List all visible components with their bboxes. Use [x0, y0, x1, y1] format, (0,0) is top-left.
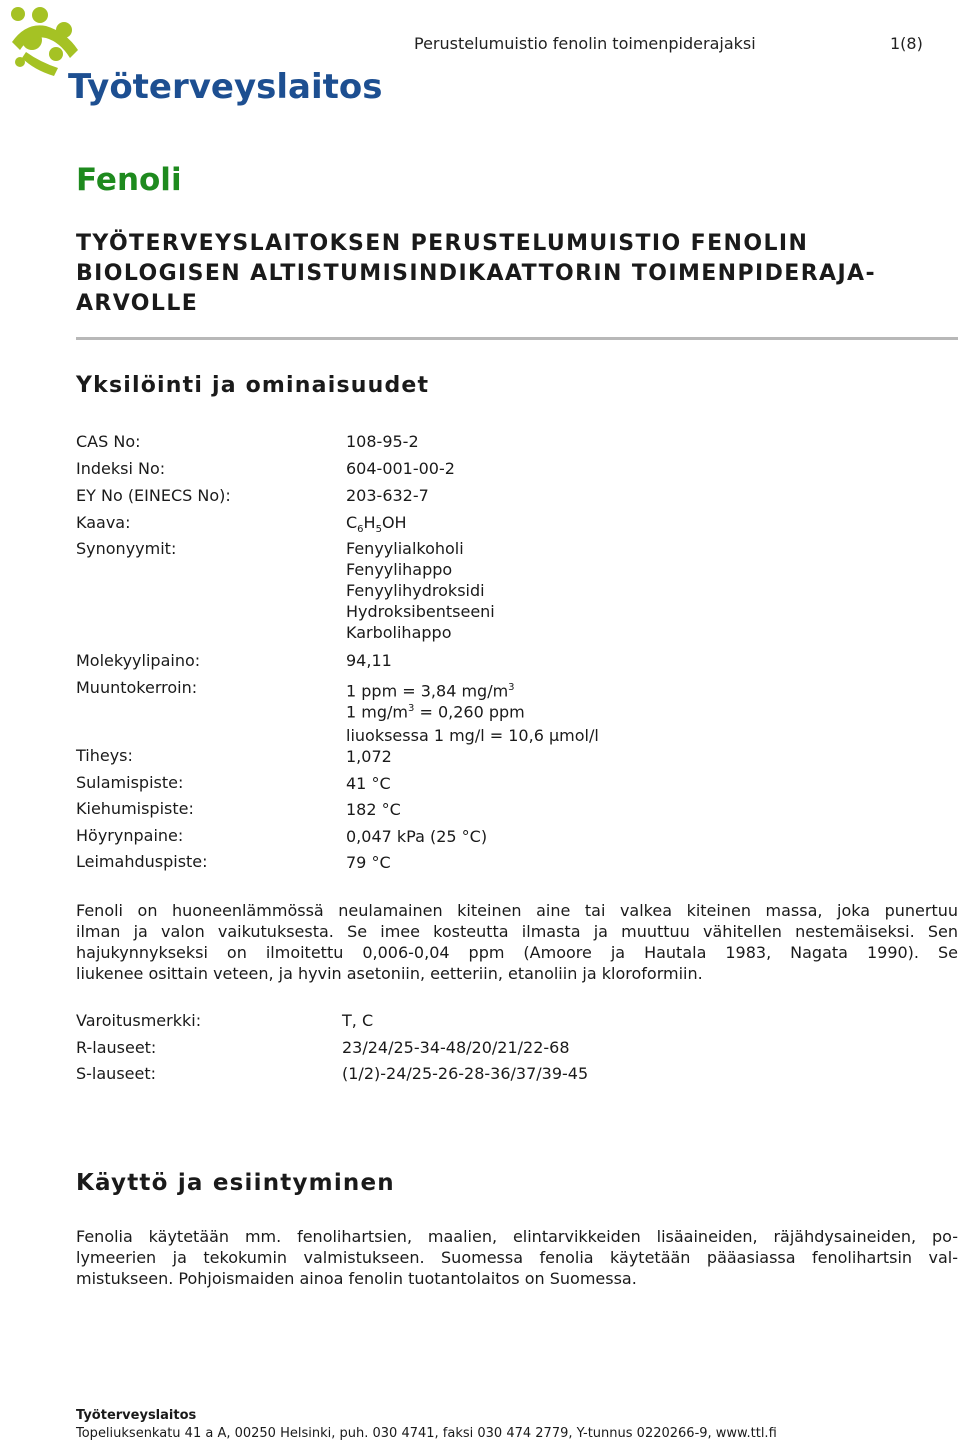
warning-label: Varoitusmerkki:	[76, 1011, 202, 1030]
formula-element: H	[363, 513, 376, 532]
synonyms-list	[346, 538, 495, 643]
paragraph-line: lymeerien ja tekokumin valmistukseen. Suomessa fenolia käytetään pääasiassa fenolihartsin val-	[76, 1248, 958, 1267]
paragraph-line: liukenee osittain veteen, ja hyvin asetoniin, eetteriin, etanoliin ja kloroformiin.	[76, 964, 703, 983]
section-heading-identification: Yksilöinti ja ominaisuudet	[76, 373, 430, 398]
density-value: 1,072	[346, 747, 392, 766]
paragraph-line: hajukynnykseksi on ilmoitettu 0,006-0,04 ppm (Amoore ja Hautala 1983, Nagata 1990). Se	[76, 943, 958, 962]
logo-mark	[11, 7, 78, 76]
synonyms-label: Synonyymit:	[76, 539, 177, 558]
logo-graphic	[6, 2, 383, 112]
synonym-item: Hydroksibentseeni	[346, 602, 495, 621]
cas-label: CAS No:	[76, 432, 141, 451]
document-heading	[76, 229, 956, 319]
synonym-item: Fenyylialkoholi	[346, 539, 464, 558]
ey-value: 203-632-7	[346, 486, 429, 505]
vapor-label: Höyrynpaine:	[76, 826, 184, 845]
formula-subscript: 6	[357, 524, 364, 536]
description-paragraph	[76, 900, 958, 984]
boiling-label: Kiehumispiste:	[76, 799, 194, 818]
formula-value	[346, 512, 407, 540]
document-heading-line: BIOLOGISEN ALTISTUMISINDIKAATTORIN TOIMENPIDERAJA-	[76, 261, 877, 286]
cas-value: 108-95-2	[346, 432, 419, 451]
ttl-logo	[6, 2, 383, 112]
melting-value: 41 °C	[346, 774, 391, 793]
document-heading-line: TYÖTERVEYSLAITOKSEN PERUSTELUMUISTIO FENOLIN	[76, 231, 809, 256]
vapor-value: 0,047 kPa (25 °C)	[346, 827, 488, 846]
page-title: Fenoli	[76, 162, 182, 198]
section-heading-usage: Käyttö ja esiintyminen	[76, 1170, 395, 1196]
flash-value: 79 °C	[346, 853, 391, 872]
conversion-text: 1 ppm = 3,84 mg/m	[346, 681, 509, 701]
r-phrases-label: R-lauseet:	[76, 1038, 157, 1057]
usage-paragraph	[76, 1226, 958, 1289]
heading-divider	[76, 337, 958, 340]
molweight-label: Molekyylipaino:	[76, 651, 201, 670]
paragraph-line: ilman ja valon vaikutuksesta. Se imee kosteutta ilmasta ja muuttuu vähitellen nestemäiseksi. Sen	[76, 922, 958, 941]
melting-label: Sulamispiste:	[76, 773, 184, 792]
index-value: 604-001-00-2	[346, 459, 455, 478]
boiling-value: 182 °C	[346, 800, 401, 819]
molweight-value: 94,11	[346, 651, 392, 670]
logo-text: Työterveyslaitos	[68, 67, 383, 107]
ey-label: EY No (EINECS No):	[76, 486, 231, 505]
conversion-line: liuoksessa 1 mg/l = 10,6 µmol/l	[346, 726, 599, 745]
superscript: 3	[508, 682, 515, 693]
warning-value: T, C	[342, 1011, 374, 1030]
s-phrases-label: S-lauseet:	[76, 1064, 157, 1083]
index-label: Indeksi No:	[76, 459, 166, 478]
paragraph-line: Fenolia käytetään mm. fenolihartsien, maalien, elintarvikkeiden lisäaineiden, räjähdysaineiden, po-	[76, 1227, 958, 1246]
s-phrases-value: (1/2)-24/25-26-28-36/37/39-45	[342, 1064, 589, 1083]
formula-label: Kaava:	[76, 513, 131, 532]
flash-label: Leimahduspiste:	[76, 852, 208, 871]
footer-address: Topeliuksenkatu 41 a A, 00250 Helsinki, puh. 030 4741, faksi 030 474 2779, Y-tunnus 0220266-9, www.ttl.fi	[76, 1426, 777, 1441]
synonym-item: Fenyylihappo	[346, 560, 453, 579]
formula-element: OH	[381, 513, 407, 532]
conversion-label: Muuntokerroin:	[76, 678, 198, 697]
r-phrases-value: 23/24/25-34-48/20/21/22-68	[342, 1038, 570, 1057]
document-heading-line: ARVOLLE	[76, 291, 199, 316]
formula-element: C	[346, 513, 358, 532]
superscript: 3	[407, 703, 415, 714]
footer-organization: Työterveyslaitos	[76, 1408, 197, 1423]
synonym-item: Karbolihappo	[346, 623, 452, 642]
page-number: 1(8)	[890, 34, 923, 53]
conversion-line	[346, 698, 525, 722]
paragraph-line: mistukseen. Pohjoismaiden ainoa fenolin tuotantolaitos on Suomessa.	[76, 1269, 637, 1288]
formula-subscript: 5	[375, 524, 382, 536]
document-header-title: Perustelumuistio fenolin toimenpiderajaksi	[414, 34, 756, 53]
conversion-text: = 0,260 ppm	[414, 702, 525, 722]
paragraph-line: Fenoli on huoneenlämmössä neulamainen kiteinen aine tai valkea kiteinen massa, joka punertuu	[76, 901, 958, 920]
synonym-item: Fenyylihydroksidi	[346, 581, 485, 600]
density-label: Tiheys:	[76, 746, 133, 765]
conversion-text: 1 mg/m	[346, 702, 408, 722]
